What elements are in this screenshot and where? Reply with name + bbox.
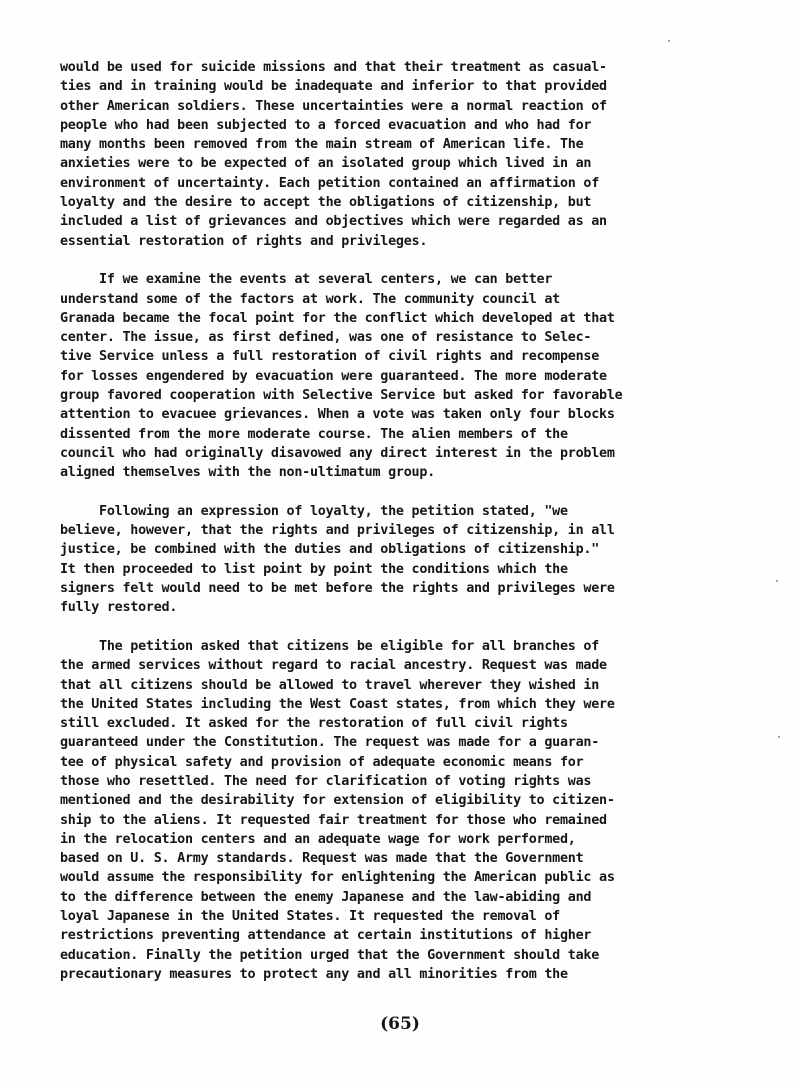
text-line: The petition asked that citizens be eligible for all branches of xyxy=(60,638,600,654)
text-line: those who resettled. The need for clarification of voting rights was xyxy=(60,773,592,789)
text-line: understand some of the factors at work. The community council at xyxy=(60,291,560,307)
text-line: ties and in training would be inadequate and inferior to that provided xyxy=(60,79,607,95)
scan-speck xyxy=(776,580,778,582)
text-line: ship to the aliens. It requested fair treatment for those who remained xyxy=(60,812,607,828)
text-line: based on U. S. Army standards. Request was made that the Government xyxy=(60,851,584,867)
text-line: would be used for suicide missions and that their treatment as casual- xyxy=(60,60,607,75)
text-line: would assume the responsibility for enlightening the American public as xyxy=(60,870,615,886)
text-line: still excluded. It asked for the restoration of full civil rights xyxy=(60,716,568,732)
text-line: center. The issue, as first defined, was one of resistance to Selec- xyxy=(60,330,592,346)
body-text xyxy=(60,58,750,984)
text-line: aligned themselves with the non-ultimatum group. xyxy=(60,465,435,481)
text-line: Following an expression of loyalty, the petition stated, "we xyxy=(60,503,568,519)
text-line: to the difference between the enemy Japanese and the law-abiding and xyxy=(60,889,592,905)
paragraph-2 xyxy=(60,270,750,482)
text-line: Granada became the focal point for the conflict which developed at that xyxy=(60,310,615,326)
text-line: anxieties were to be expected of an isolated group which lived in an xyxy=(60,156,592,172)
text-line: the United States including the West Coast states, from which they were xyxy=(60,696,615,712)
page-number: (65) xyxy=(380,1014,420,1034)
text-line: council who had originally disavowed any direct interest in the problem xyxy=(60,445,615,461)
text-line: included a list of grievances and objectives which were regarded as an xyxy=(60,214,607,230)
text-line: tee of physical safety and provision of adequate economic means for xyxy=(60,754,584,770)
text-line: It then proceeded to list point by point the conditions which the xyxy=(60,561,568,577)
paragraph-1 xyxy=(60,58,750,251)
text-line: dissented from the more moderate course. The alien members of the xyxy=(60,426,568,442)
text-line: other American soldiers. These uncertainties were a normal reaction of xyxy=(60,98,607,114)
text-line: loyalty and the desire to accept the obligations of citizenship, but xyxy=(60,195,592,211)
text-line: in the relocation centers and an adequate wage for work performed, xyxy=(60,831,576,847)
paragraph-4 xyxy=(60,637,750,984)
text-line: tive Service unless a full restoration of civil rights and recompense xyxy=(60,349,600,365)
text-line: for losses engendered by evacuation were guaranteed. The more moderate xyxy=(60,368,607,384)
text-line: the armed services without regard to racial ancestry. Request was made xyxy=(60,658,607,674)
text-line: that all citizens should be allowed to travel wherever they wished in xyxy=(60,677,600,693)
text-line: fully restored. xyxy=(60,600,178,616)
text-line: loyal Japanese in the United States. It requested the removal of xyxy=(60,909,560,925)
text-line: environment of uncertainty. Each petition contained an affirmation of xyxy=(60,175,600,191)
text-line: restrictions preventing attendance at certain institutions of higher xyxy=(60,928,592,944)
scan-speck xyxy=(668,40,670,42)
text-line: believe, however, that the rights and privileges of citizenship, in all xyxy=(60,523,615,539)
text-line: If we examine the events at several centers, we can better xyxy=(60,272,553,288)
text-line: justice, be combined with the duties and obligations of citizenship." xyxy=(60,542,600,558)
paragraph-3 xyxy=(60,502,750,618)
text-line: people who had been subjected to a forced evacuation and who had for xyxy=(60,117,592,133)
text-line: group favored cooperation with Selective Service but asked for favorable xyxy=(60,388,623,404)
text-line: education. Finally the petition urged that the Government should take xyxy=(60,947,600,963)
text-line: many months been removed from the main stream of American life. The xyxy=(60,137,584,153)
text-line: mentioned and the desirability for extension of eligibility to citizen- xyxy=(60,793,615,809)
text-line: guaranteed under the Constitution. The request was made for a guaran- xyxy=(60,735,600,751)
text-line: precautionary measures to protect any and all minorities from the xyxy=(60,966,568,982)
scan-speck xyxy=(778,736,780,738)
text-line: attention to evacuee grievances. When a vote was taken only four blocks xyxy=(60,407,615,423)
text-line: essential restoration of rights and privileges. xyxy=(60,233,428,249)
text-line: signers felt would need to be met before the rights and privileges were xyxy=(60,581,615,597)
